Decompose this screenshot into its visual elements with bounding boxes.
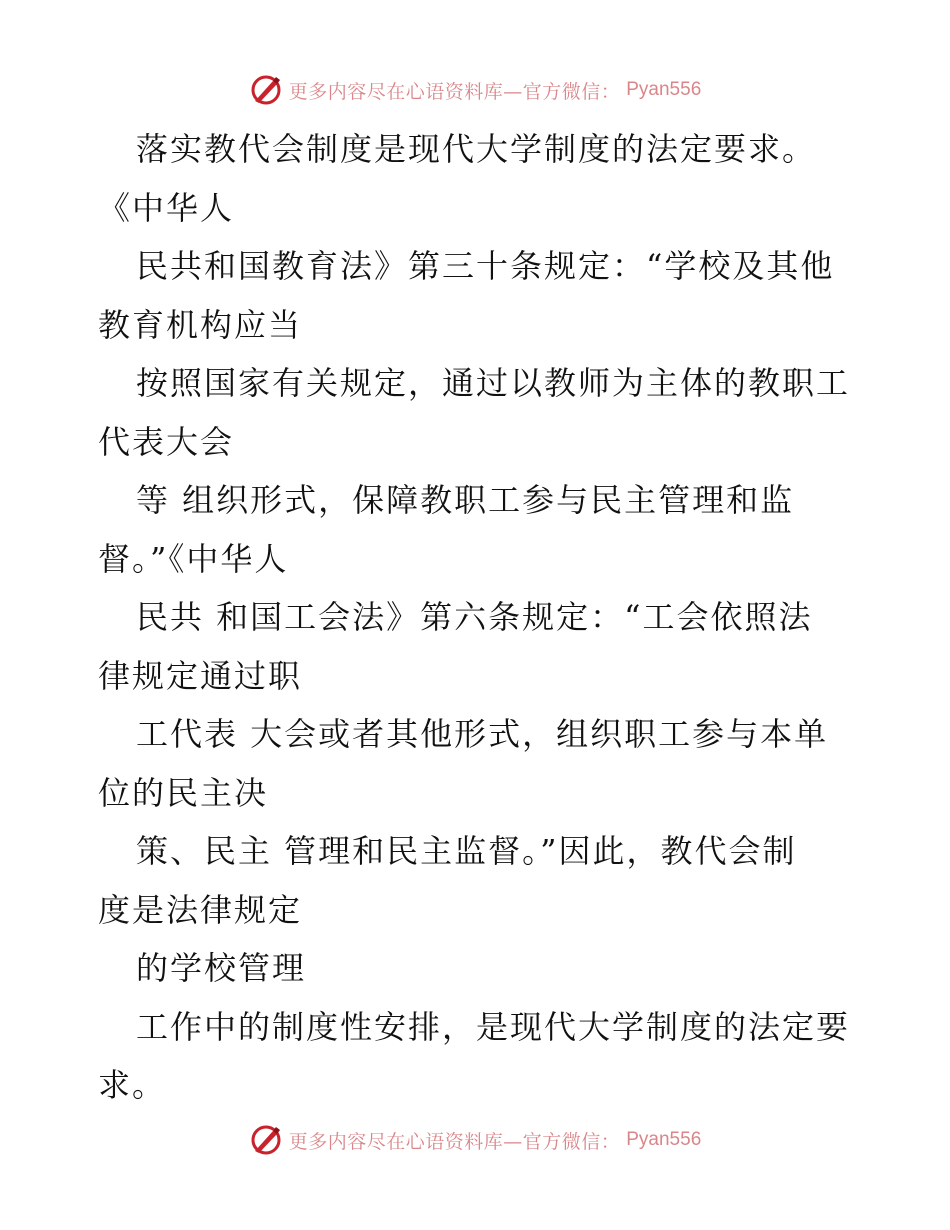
header-banner-text: 更多内容尽在心语资料库—官方微信：: [288, 80, 621, 103]
body-line: 民共 和国工会法》第六条规定：“工会依照法: [136, 598, 813, 636]
body-line: 的学校管理: [136, 949, 307, 987]
body-line: 民共和国教育法》第三十条规定：“学校及其他: [136, 247, 835, 285]
body-line: 度是法律规定: [98, 890, 303, 929]
footer-banner-id: Pyan556: [626, 1129, 702, 1150]
body-line: 落实教代会制度是现代大学制度的法定要求。: [136, 130, 817, 168]
red-pen-circle-logo-icon: [249, 73, 283, 107]
body-line: 代表大会: [98, 422, 235, 461]
header-banner-id: Pyan556: [626, 79, 702, 100]
red-pen-circle-logo-icon: [249, 1123, 283, 1157]
body-line: 《中华人: [98, 188, 235, 227]
header-banner: [0, 70, 950, 110]
body-line: 工作中的制度性安排，是现代大学制度的法定要: [136, 1007, 851, 1046]
body-line: 律规定通过职: [98, 656, 303, 695]
body-line: 工代表 大会或者其他形式，组织职工参与本单: [136, 715, 829, 753]
body-line: 教育机构应当: [98, 305, 303, 344]
footer-banner: [0, 1120, 950, 1160]
footer-banner-text: 更多内容尽在心语资料库—官方微信：: [288, 1130, 621, 1153]
body-line: 按照国家有关规定，通过以教师为主体的教职工: [136, 364, 851, 402]
body-line: 求。: [98, 1066, 167, 1104]
body-line: 位的民主决: [98, 773, 269, 812]
body-line: 策、民主 管理和民主监督。”因此，教代会制: [136, 832, 797, 870]
document-body: [98, 120, 858, 1115]
body-line: 等 组织形式，保障教职工参与民主管理和监: [136, 481, 795, 519]
body-line: 督。”《中华人: [98, 539, 289, 578]
